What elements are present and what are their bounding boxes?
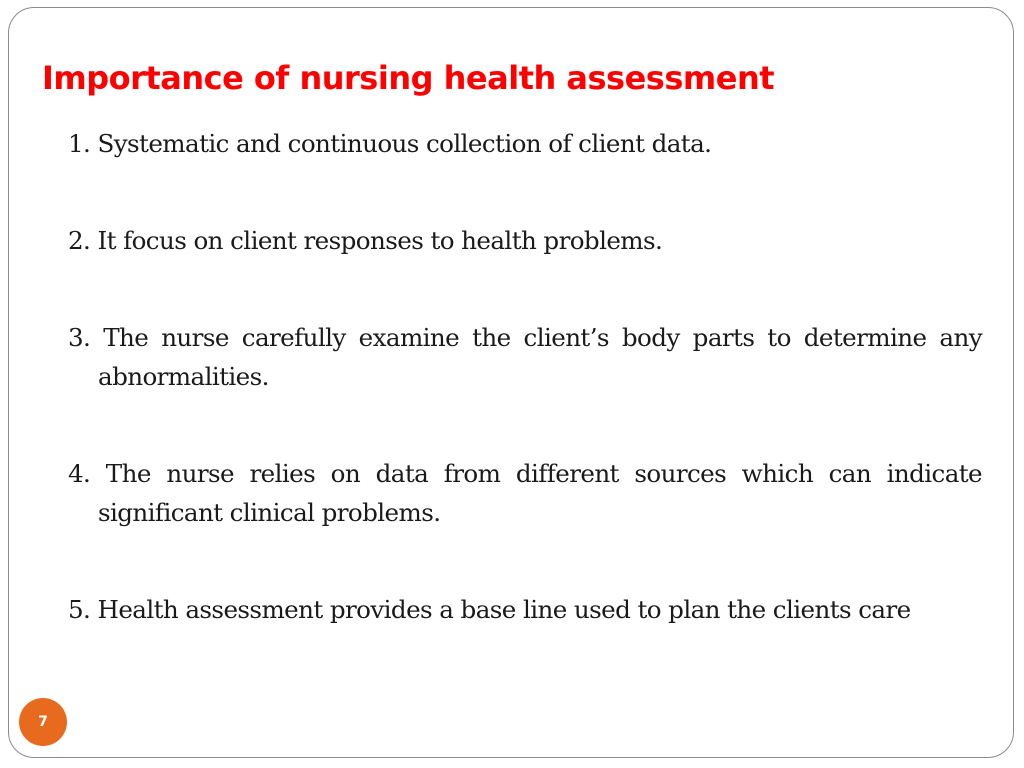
point-item: 1. Systematic and continuous collection of client data. bbox=[68, 129, 712, 158]
page-number-badge: 7 bbox=[19, 698, 67, 746]
point-item: 2. It focus on client responses to health problems. bbox=[68, 226, 663, 255]
point-item: 4. The nurse relies on data from different sources which can indicate significant clinical problems. bbox=[68, 459, 982, 527]
slide-title: Importance of nursing health assessment bbox=[42, 59, 775, 97]
point-item: 3. The nurse carefully examine the client’s body parts to determine any abnormalities. bbox=[68, 323, 982, 391]
point-list bbox=[68, 124, 982, 687]
point-item: 5. Health assessment provides a base line used to plan the clients care bbox=[68, 595, 911, 624]
